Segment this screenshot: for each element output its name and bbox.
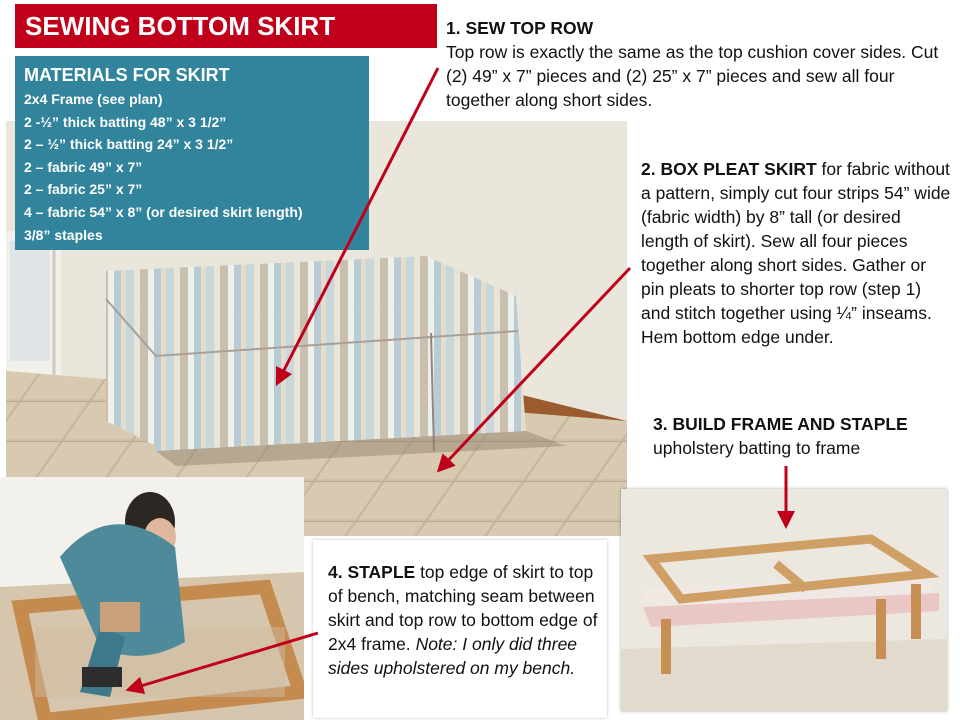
arrow-to-top-row-icon	[280, 68, 438, 378]
step-3-heading: 3. BUILD FRAME AND STAPLE	[653, 414, 908, 434]
page-title: SEWING BOTTOM SKIRT	[15, 4, 437, 48]
materials-item: 2x4 Frame (see plan)	[24, 91, 163, 107]
materials-item: 2 – ½” thick batting 24” x 3 1/2”	[24, 136, 234, 153]
step-4-heading: 4. STAPLE	[328, 562, 416, 582]
materials-item: 2 -½” thick batting 48” x 3 1/2”	[24, 113, 227, 130]
materials-item: 3/8” staples	[24, 226, 103, 243]
arrow-to-staple-gun-icon	[134, 633, 318, 688]
materials-item: 2 – fabric 49” x 7”	[24, 158, 143, 175]
materials-item: 4 – fabric 54” x 8” (or desired skirt length)	[24, 203, 303, 220]
step-4-body: top edge of skirt to top of bench, matching seam between skirt and top row to bottom edge of 2x4 frame.	[328, 562, 598, 654]
step-2-body: for fabric without a pattern, simply cut four strips 54” wide (fabric width) by 8” tall (or desired length of skirt). Sew all four pieces together along short sides. Gather or pin pleats to shorter top row (step 1) and stitch together using ¼” inseams. Hem bottom edge under.	[641, 159, 951, 347]
step-4-note: Note: I only did three sides upholstered on my bench.	[328, 634, 578, 678]
arrow-to-skirt-pleat-icon	[443, 268, 630, 466]
materials-heading: MATERIALS FOR SKIRT	[24, 65, 230, 85]
step-2-heading: 2. BOX PLEAT SKIRT	[641, 159, 817, 179]
materials-item: 2 – fabric 25” x 7”	[24, 181, 143, 198]
step-1-body: Top row is exactly the same as the top cushion cover sides. Cut (2) 49” x 7” pieces and (2) 25” x 7” pieces and sew all four together along short sides.	[446, 42, 939, 110]
step-1-heading: 1. SEW TOP ROW	[446, 18, 594, 38]
step-3-body: upholstery batting to frame	[653, 438, 861, 458]
